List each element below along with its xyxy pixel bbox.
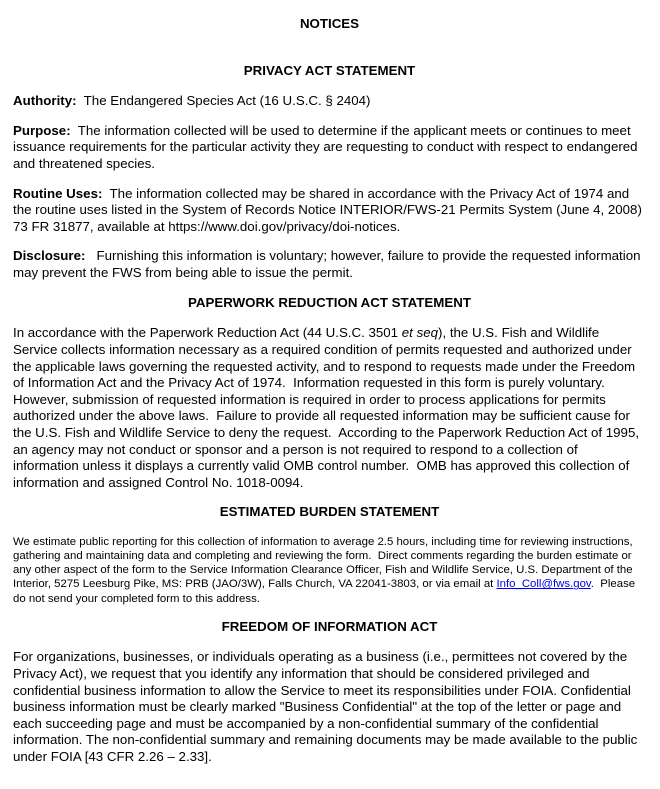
paperwork-reduction-paragraph (13, 325, 646, 491)
authority-text: The Endangered Species Act (16 U.S.C. § 2404) (76, 93, 371, 109)
email-link[interactable]: Info_Coll@fws.gov (496, 578, 591, 591)
section-estimated-burden (13, 504, 646, 605)
disclosure-paragraph (13, 248, 646, 281)
burden-text-after-link: . Please do not send your completed form to this address. (13, 578, 639, 605)
authority-paragraph (13, 93, 646, 110)
section-paperwork-reduction (13, 295, 646, 492)
disclosure-label: Disclosure: (13, 248, 86, 264)
estimated-burden-heading: ESTIMATED BURDEN STATEMENT (219, 504, 440, 520)
routine-uses-label: Routine Uses: (13, 185, 103, 201)
paperwork-italic-et-seq: et seq (401, 325, 439, 341)
routine-uses-paragraph (13, 186, 646, 236)
paperwork-text-before-italic: In accordance with the Paperwork Reduction Act (44 U.S.C. 3501 (13, 325, 402, 341)
burden-text-before-link: We estimate public reporting for this collection of information to average 2.5 hours, including time for reviewing instructions, gathering and maintaining data and completing and reviewing the form. Direct comments regarding the burden estimate or any other aspect of the form to the Service Information Clearance Officer, Fish and Wildlife Service, U.S. Department of the Interior, 5275 Leesburg Pike, MS: PRB (JAO/3W), Falls Church, VA 22041-3803, or via email at (13, 536, 636, 591)
disclosure-text: Furnishing this information is voluntary; however, failure to provide the requested information may prevent the FWS from being able to issue the permit. (13, 248, 645, 281)
foia-text: For organizations, businesses, or individuals operating as a business (i.e., permittees not covered by the Privacy Act), we request that you identify any information that should be considered privileged and confidential business information to allow the Service to meet its responsibilities under FOIA. Confidential business information must be clearly marked "Business Confidential" at the top of the letter or page and each succeeding page and must be accompanied by a non-confidential summary of the confidential information. The non-confidential summary and remaining documents may be made available to the public under FOIA [43 CFR 2.26 – 2.33]. (13, 649, 642, 764)
routine-uses-text: The information collected may be shared in accordance with the Privacy Act of 1974 and the routine uses listed in the System of Records Notice INTERIOR/FWS-21 Permits System (June 4, 2008) 73 FR 31877, available at https://www.doi.gov/privacy/doi-notices. (13, 185, 646, 234)
foia-heading: FREEDOM OF INFORMATION ACT (221, 618, 438, 634)
purpose-paragraph (13, 123, 646, 173)
authority-label: Authority: (13, 93, 77, 109)
estimated-burden-paragraph (13, 535, 646, 606)
page-title: NOTICES (299, 16, 360, 31)
paperwork-reduction-heading: PAPERWORK REDUCTION ACT STATEMENT (188, 294, 471, 310)
purpose-label: Purpose: (13, 122, 71, 138)
section-foia (13, 619, 646, 766)
section-privacy-act (13, 63, 646, 282)
foia-paragraph (13, 649, 646, 765)
privacy-act-heading: PRIVACY ACT STATEMENT (243, 62, 416, 78)
paperwork-text-after-italic: ), the U.S. Fish and Wildlife Service collects information necessary as a required condition of permits requested and authorized under the applicable laws governing the requested activity, and to respond to requests made under the Freedom of Information Act and the Privacy Act of 1974. Information requested in this form is purely voluntary. However, submission of requested information is required in order to process applications for permits authorized under the above laws. Failure to provide all requested information may be sufficient cause for the U.S. Fish and Wildlife Service to deny the request. According to the Paperwork Reduction Act of 1995, an agency may not conduct or sponsor and a person is not required to respond to a collection of information unless it displays a currently valid OMB control number. OMB has approved this collection of information and assigned Control No. 1018-0094. (13, 325, 643, 490)
purpose-text: The information collected will be used to determine if the applicant meets or continues to meet issuance requirements for the particular activity they are requesting to conduct with respect to endangered and threatened species. (13, 122, 642, 172)
